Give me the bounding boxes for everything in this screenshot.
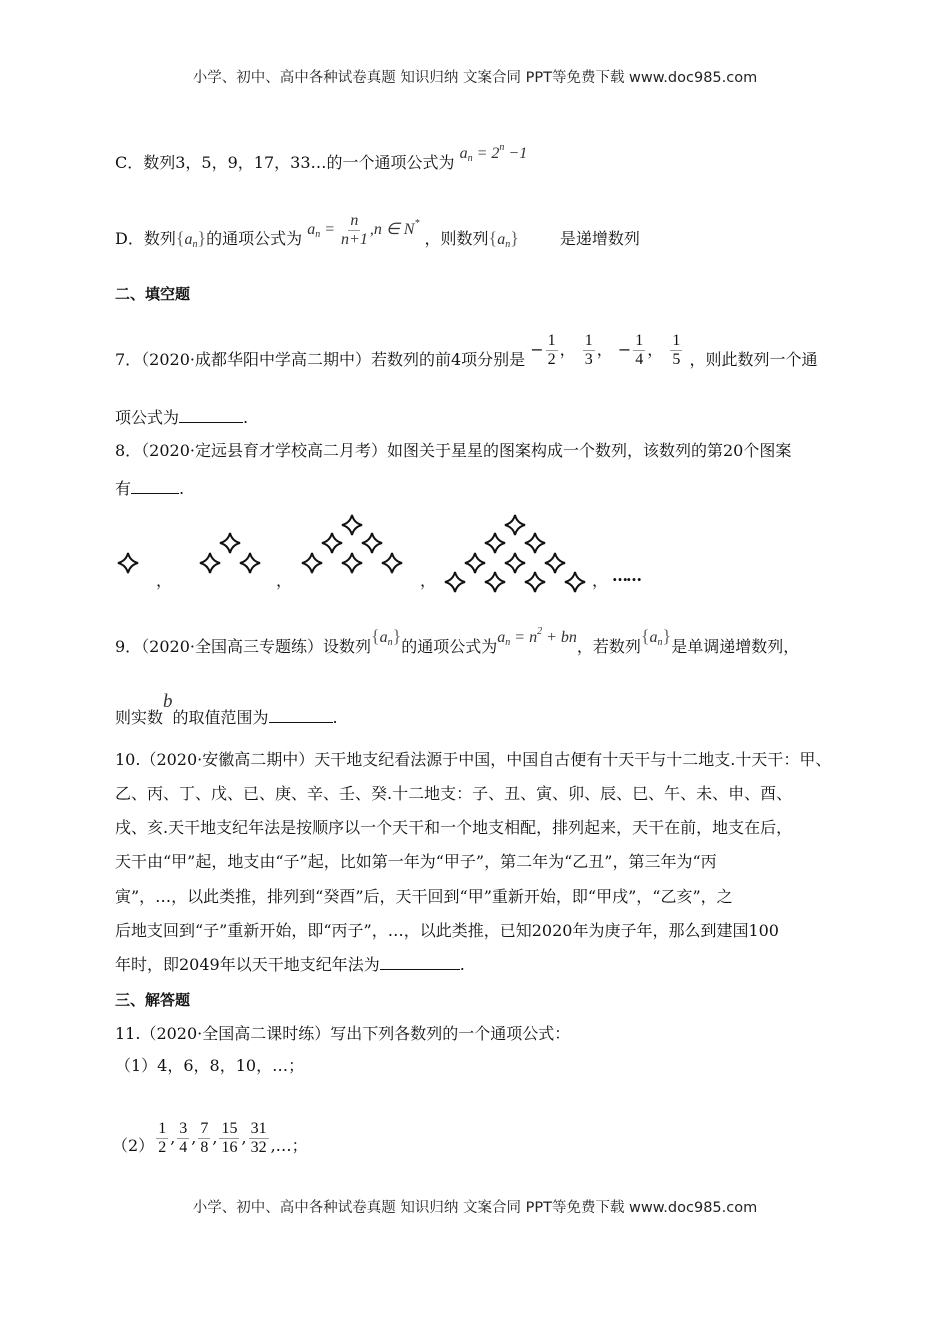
- option-d-text-2: 的通项公式为: [206, 229, 303, 249]
- q10-line: 乙、丙、丁、戊、已、庚、辛、壬、癸.十二地支：子、丑、寅、卯、辰、巳、午、未、申、酉、: [115, 784, 793, 803]
- option-d: D．数列$\{a_n\}$的通项公式为 $a_n$ = $\frac{n}{n+1}$ ,n ∈ N* ，则数列$\{a_n\}$ 是递增数列: [115, 212, 640, 251]
- q9-answer-line: 则实数b的取值范围为 .: [115, 691, 338, 727]
- star-icon: [525, 572, 545, 592]
- q10-line: 天干由“甲”起，地支由“子”起，比如第一年为“甲子”，第二年为“乙丑”，第三年为“丙: [115, 852, 717, 871]
- q9-answer-blank[interactable]: [269, 708, 333, 723]
- star-icon: [505, 553, 525, 573]
- star-icon: [220, 533, 240, 553]
- star-icon: [445, 572, 465, 592]
- comma: ，: [276, 571, 293, 590]
- q9-formula: $a_n = n^2$ + bn: [497, 626, 577, 648]
- q11-part-2: （2） $\frac{1}{2}$ , $\frac{3}{4}$ , $\frac{7}{8}$ , $\frac{15}{16}$ , $\frac{31}{32}$ ,…；: [112, 1120, 308, 1156]
- option-d-text-4: 是递增数列: [559, 229, 640, 249]
- q7-text-2: ，则此数列一个通: [689, 350, 818, 369]
- q10-line: 戌、亥.天干地支纪年法是按顺序以一个天干和一个地支相配，排列起来，天干在前，地支在后，: [115, 818, 793, 837]
- star-icon: [485, 533, 505, 553]
- ellipsis: ……: [612, 566, 640, 585]
- star-icon: [545, 553, 565, 573]
- q11-part-1: （1）4，6，8，10，…；: [115, 1056, 305, 1075]
- comma: ，: [592, 571, 609, 590]
- q10-line: 10.（2020·安徽高二期中）天干地支纪看法源于中国，中国自古便有十天干与十二地支.十天干：甲、: [115, 750, 832, 769]
- q7-answer-line: 项公式为 .: [115, 408, 249, 427]
- star-icon: [485, 572, 505, 592]
- q10-answer-line: 年时，即2049年以天干地支纪年法为 .: [115, 955, 465, 974]
- option-c-text: C．数列3，5，9，17，33…的一个通项公式为: [115, 153, 455, 172]
- star-icon: [465, 553, 485, 573]
- question-9: 9．（2020·全国高三专题练）设数列$\{a_n\}$的通项公式为$a_n = n^2$ + bn，若数列$\{a_n\}$是单调递增数列，: [115, 626, 800, 656]
- star-icon: [240, 553, 260, 573]
- star-icon: [565, 572, 585, 592]
- star-icon: [342, 553, 362, 573]
- q10-line: 后地支回到“子”重新开始，即“丙子”，…，以此类推，已知2020年为庚子年，那么到建国100: [115, 921, 779, 940]
- q10-answer-blank[interactable]: [380, 955, 460, 970]
- q10-line: 寅”，…，以此类推，排列到“癸酉”后，天干回到“甲”重新开始，即“甲戌”，“乙亥”，之: [115, 887, 733, 906]
- star-icon: [342, 515, 362, 535]
- star-icon: [200, 553, 220, 573]
- star-icon: [322, 533, 342, 553]
- star-icon: [382, 553, 402, 573]
- comma: ，: [420, 571, 437, 590]
- option-d-text-3: ，则数列: [424, 229, 489, 249]
- star-icon: [525, 533, 545, 553]
- page-footer: 小学、初中、高中各种试卷真题 知识归纳 文案合同 PPT等免费下载 www.doc985.com: [192, 1200, 758, 1216]
- star-icon: [302, 553, 322, 573]
- question-11: 11.（2020·全国高二课时练）写出下列各数列的一个通项公式：: [115, 1024, 571, 1043]
- q7-text: 7．（2020·成都华阳中学高二期中）若数列的前4项分别是: [115, 350, 526, 369]
- star-icon: [505, 515, 525, 535]
- question-8: 8．（2020·定远县育才学校高二月考）如图关于星星的图案构成一个数列，该数列的第20个图案: [115, 441, 792, 460]
- q7-terms: − $\frac{1}{2}$ ， $\frac{1}{3}$ ， − $\frac{1}{4}$ ， $\frac{1}{5}$: [530, 332, 681, 368]
- section-fill-in: 二、填空题: [115, 285, 191, 303]
- option-d-formula: $a_n$ = $\frac{n}{n+1}$ ,n ∈ N*: [307, 212, 420, 248]
- page-header: 小学、初中、高中各种试卷真题 知识归纳 文案合同 PPT等免费下载 www.doc985.com: [192, 70, 758, 86]
- star-pattern-figure: [0, 0, 950, 620]
- option-d-text: D．数列: [115, 229, 176, 249]
- star-icon: [118, 553, 138, 573]
- option-c-formula: $a_n = 2^n -1$: [459, 142, 528, 164]
- section-solve: 三、解答题: [115, 991, 191, 1009]
- q8-answer-line: 有 .: [115, 479, 185, 498]
- comma: ，: [156, 571, 173, 590]
- star-icon: [362, 533, 382, 553]
